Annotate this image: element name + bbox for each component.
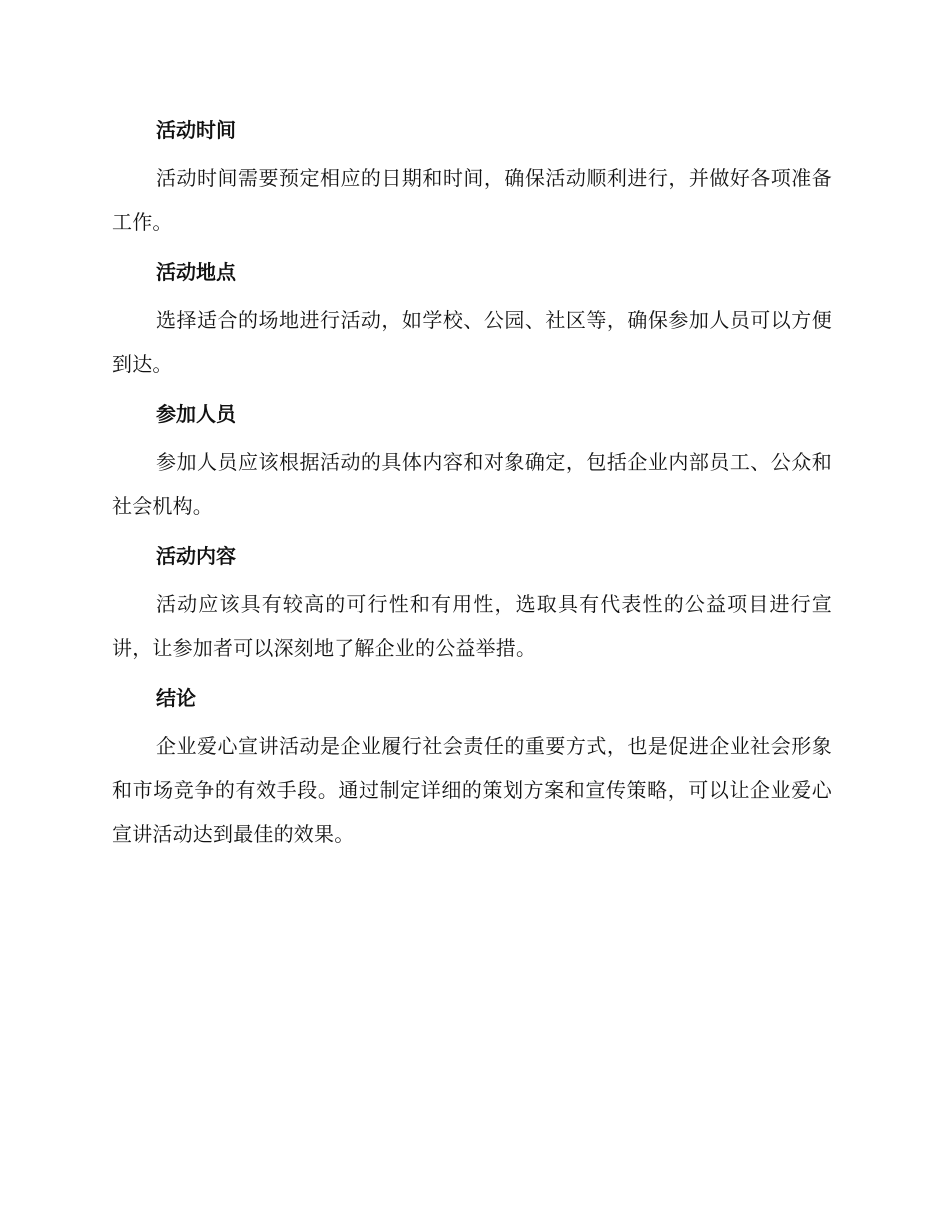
section-paragraph: 活动时间需要预定相应的日期和时间，确保活动顺利进行，并做好各项准备工作。 <box>112 166 832 234</box>
section-heading: 结论 <box>156 686 196 710</box>
section-heading: 参加人员 <box>156 402 236 426</box>
section-paragraph: 企业爱心宣讲活动是企业履行社会责任的重要方式，也是促进企业社会形象和市场竞争的有效手段。通过制定详细的策划方案和宣传策略，可以让企业爱心宣讲活动达到最佳的效果。 <box>112 734 832 846</box>
section-heading: 活动时间 <box>156 118 236 142</box>
section-paragraph: 选择适合的场地进行活动，如学校、公园、社区等，确保参加人员可以方便到达。 <box>112 308 832 376</box>
section-heading: 活动地点 <box>156 260 236 284</box>
section-heading: 活动内容 <box>156 544 236 568</box>
section-conclusion <box>112 676 832 856</box>
section-participants <box>112 392 832 528</box>
section-activity-content <box>112 534 832 670</box>
document-page <box>112 108 832 862</box>
section-activity-time <box>112 108 832 244</box>
section-activity-location <box>112 250 832 386</box>
section-paragraph: 活动应该具有较高的可行性和有用性，选取具有代表性的公益项目进行宣讲，让参加者可以深刻地了解企业的公益举措。 <box>112 592 832 660</box>
section-paragraph: 参加人员应该根据活动的具体内容和对象确定，包括企业内部员工、公众和社会机构。 <box>112 450 832 518</box>
